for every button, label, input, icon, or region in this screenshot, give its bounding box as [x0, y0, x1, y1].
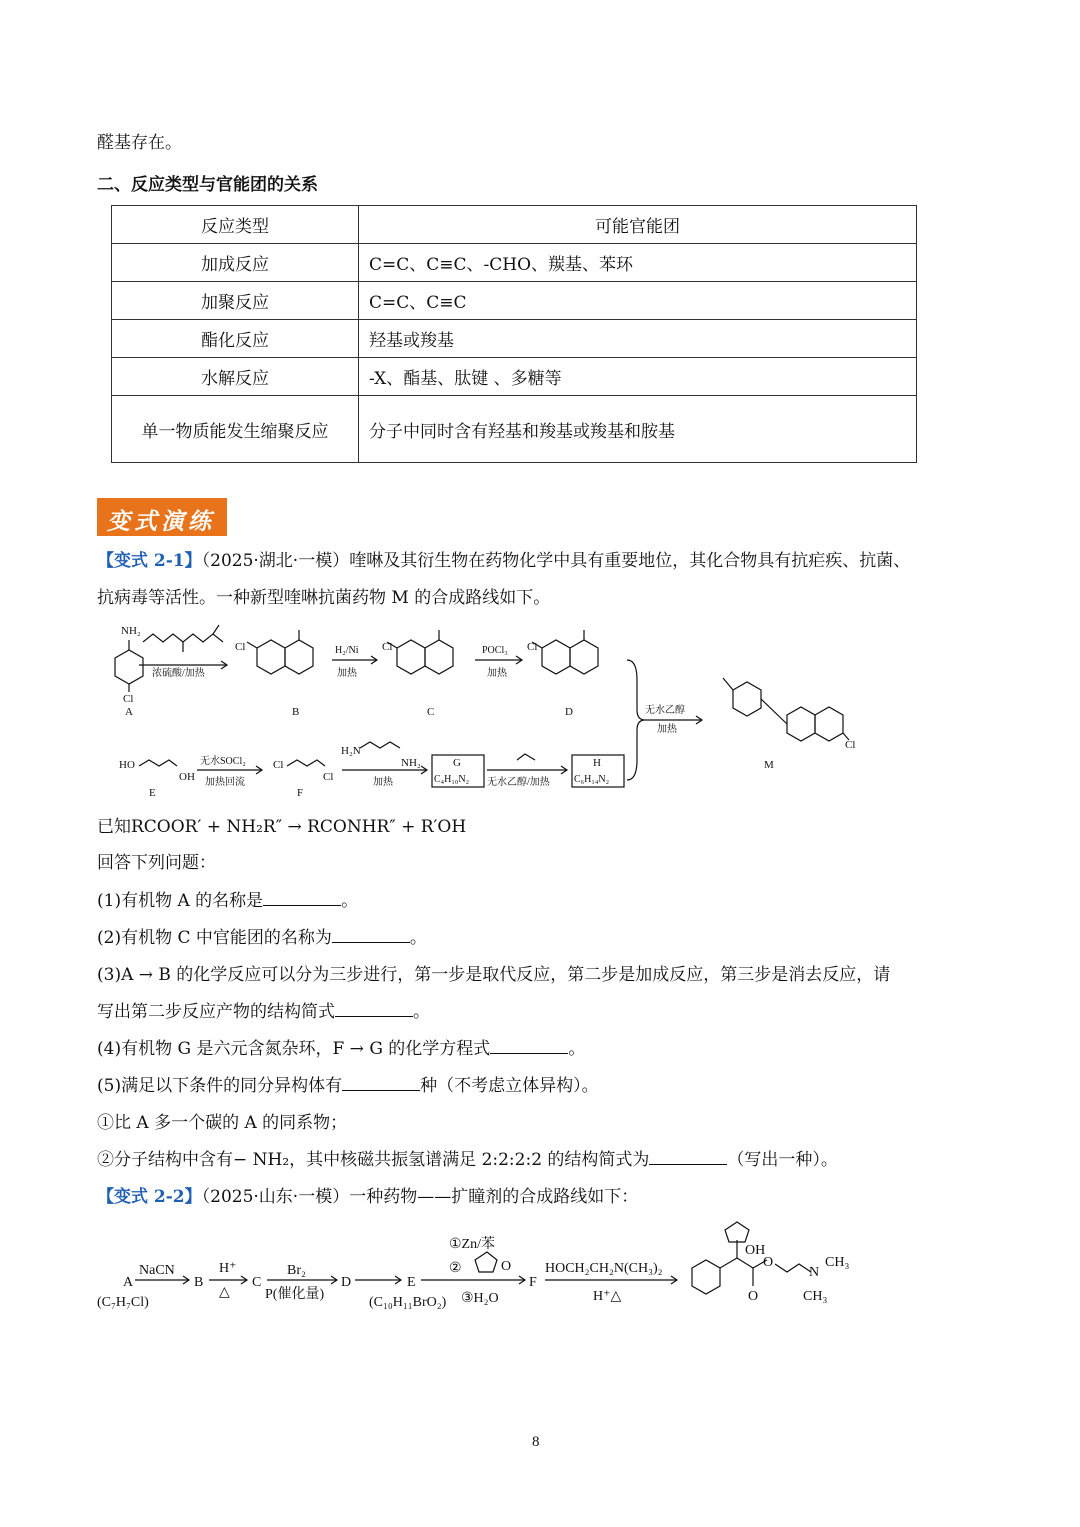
svg-text:O: O — [501, 1259, 512, 1274]
svg-text:加热: 加热 — [337, 668, 357, 679]
svg-text:HO: HO — [119, 759, 135, 771]
q2-intro-text: （2025·山东·一模）一种药物——扩瞳剂的合成路线如下： — [201, 1187, 639, 1207]
table-cell: 加聚反应 — [112, 282, 359, 320]
svg-text:Br₂: Br₂ — [287, 1263, 306, 1278]
svg-text:无水SOCl₂: 无水SOCl₂ — [200, 756, 246, 767]
svg-text:A: A — [123, 1275, 134, 1290]
svg-text:B: B — [194, 1275, 204, 1290]
question-part — [97, 928, 427, 948]
svg-text:P(催化量): P(催化量) — [265, 1287, 325, 1302]
question-part-text: (5)满足以下条件的同分异构体有 — [97, 1076, 343, 1096]
question-part-text: ②分子结构中含有− NH₂，其中核磁共振氢谱满足 2:2:2:2 的结构简式为 — [97, 1150, 650, 1170]
table-row — [112, 244, 917, 282]
table-header-row — [112, 206, 917, 244]
svg-text:G: G — [453, 757, 461, 769]
svg-text:CH₃: CH₃ — [825, 1255, 850, 1270]
intro-tail-text: 醛基存在。 — [97, 133, 182, 153]
answer-blank[interactable] — [342, 1076, 420, 1091]
answer-blank[interactable] — [490, 1039, 568, 1054]
svg-text:NH₂: NH₂ — [401, 757, 421, 769]
reaction-type-table — [111, 205, 917, 463]
svg-text:D: D — [565, 706, 573, 718]
practice-banner-label: 变式演练 — [107, 509, 215, 535]
answer-blank[interactable] — [649, 1150, 727, 1165]
page-number: 8 — [532, 1434, 540, 1450]
svg-text:N: N — [809, 1265, 820, 1280]
svg-text:(C₇H₇Cl): (C₇H₇Cl) — [97, 1295, 149, 1310]
answer-prompt: 回答下列问题： — [97, 853, 216, 873]
question-part-end: （写出一种）。 — [727, 1150, 838, 1170]
question-part-text: ①比 A 多一个碳的 A 的同系物； — [97, 1113, 348, 1133]
answer-blank[interactable] — [332, 928, 410, 943]
svg-text:H: H — [593, 757, 601, 769]
svg-text:NH₂: NH₂ — [121, 625, 141, 637]
table-header-cell: 反应类型 — [112, 206, 359, 244]
question-part-end: 。 — [341, 891, 359, 911]
table-cell: C=C、C≡C、-CHO、羰基、苯环 — [359, 244, 917, 282]
question-part-text: 写出第二步反应产物的结构简式 — [97, 1002, 335, 1022]
table-cell: 单一物质能发生缩聚反应 — [112, 396, 359, 463]
question-part — [97, 1076, 599, 1096]
question-part — [97, 891, 358, 911]
svg-text:OH: OH — [745, 1243, 766, 1258]
benzene-ring-a — [115, 650, 143, 684]
svg-text:加热: 加热 — [487, 668, 507, 679]
question-part — [97, 965, 890, 985]
svg-text:H₂/Ni: H₂/Ni — [335, 645, 359, 656]
svg-text:H⁺△: H⁺△ — [593, 1289, 622, 1304]
question-part-end: 。 — [409, 928, 427, 948]
table-row — [112, 320, 917, 358]
svg-text:C₆H₁₄N₂: C₆H₁₄N₂ — [574, 774, 610, 785]
svg-text:加热回流: 加热回流 — [205, 777, 245, 788]
svg-text:Cl: Cl — [323, 771, 334, 783]
q1-intro-text: （2025·湖北·一模）喹啉及其衍生物在药物化学中具有重要地位，其化合物具有抗疟疾、抗菌、 — [201, 551, 911, 571]
svg-text:③H₂O: ③H₂O — [461, 1291, 499, 1306]
table-cell: -X、酯基、肽键 、多糖等 — [359, 358, 917, 396]
svg-text:Cl: Cl — [273, 759, 284, 771]
question-part — [97, 1002, 430, 1022]
svg-text:C: C — [252, 1275, 262, 1290]
svg-text:②: ② — [449, 1261, 462, 1276]
svg-text:H⁺: H⁺ — [219, 1261, 237, 1276]
svg-text:Cl: Cl — [527, 641, 538, 653]
svg-text:Cl: Cl — [845, 739, 856, 751]
svg-text:无水乙醇: 无水乙醇 — [645, 705, 685, 716]
question-part-text: (2)有机物 C 中官能团的名称为 — [97, 928, 332, 948]
question-part-text: (1)有机物 A 的名称是 — [97, 891, 264, 911]
svg-text:加热: 加热 — [657, 724, 677, 735]
table-cell: 羟基或羧基 — [359, 320, 917, 358]
table-row — [112, 358, 917, 396]
q1-intro-line2: 抗病毒等活性。一种新型喹啉抗菌药物 M 的合成路线如下。 — [97, 588, 551, 608]
svg-text:无水乙醇/加热: 无水乙醇/加热 — [487, 777, 550, 788]
q1-synthesis-scheme — [97, 620, 867, 810]
q1-intro-line1 — [97, 551, 910, 571]
table-cell: 加成反应 — [112, 244, 359, 282]
svg-text:F: F — [529, 1275, 537, 1290]
svg-text:C₄H₁₀N₂: C₄H₁₀N₂ — [434, 774, 470, 785]
table-cell: 分子中同时含有羟基和羧基或羧基和胺基 — [359, 396, 917, 463]
svg-text:B: B — [292, 706, 300, 718]
svg-text:O: O — [763, 1255, 774, 1270]
svg-text:NaCN: NaCN — [139, 1263, 175, 1278]
svg-text:(C₁₀H₁₁BrO₂): (C₁₀H₁₁BrO₂) — [369, 1295, 447, 1310]
q2-intro — [97, 1187, 638, 1207]
table-cell: 水解反应 — [112, 358, 359, 396]
table-cell: 酯化反应 — [112, 320, 359, 358]
svg-text:M: M — [764, 759, 774, 771]
svg-text:CH₃: CH₃ — [803, 1289, 828, 1304]
table-row — [112, 396, 917, 463]
practice-banner — [97, 498, 227, 536]
question-part — [97, 1150, 838, 1170]
svg-text:D: D — [341, 1275, 352, 1290]
answer-blank[interactable] — [335, 1002, 413, 1017]
svg-text:浓硫酸/加热: 浓硫酸/加热 — [152, 668, 205, 679]
svg-text:O: O — [748, 1289, 759, 1304]
question-part-end: 种（不考虑立体异构）。 — [420, 1076, 599, 1096]
svg-text:A: A — [125, 706, 133, 718]
svg-text:E: E — [149, 787, 156, 799]
svg-text:加热: 加热 — [373, 777, 393, 788]
svg-text:H₂N: H₂N — [341, 745, 361, 757]
svg-text:Cl: Cl — [123, 693, 134, 705]
svg-text:F: F — [297, 787, 304, 799]
known-reaction: 已知RCOOR′ + NH₂R″ → RCONHR″ + R′OH — [97, 817, 467, 837]
svg-text:△: △ — [219, 1285, 230, 1300]
svg-text:HOCH₂CH₂N(CH₃)₂: HOCH₂CH₂N(CH₃)₂ — [545, 1261, 663, 1276]
svg-text:POCl₃: POCl₃ — [482, 645, 508, 656]
svg-text:①Zn/苯: ①Zn/苯 — [449, 1237, 495, 1252]
question-part-end: 。 — [568, 1039, 586, 1059]
answer-blank[interactable] — [263, 891, 341, 906]
question-part-text: (4)有机物 G 是六元含氮杂环，F → G 的化学方程式 — [97, 1039, 491, 1059]
svg-text:Cl: Cl — [235, 641, 246, 653]
question-part-text: (3)A → B 的化学反应可以分为三步进行，第一步是取代反应，第二步是加成反应，第三步是消去反应，请 — [97, 965, 891, 985]
q2-label: 【变式 2-2】 — [97, 1187, 202, 1207]
question-part-end: 。 — [413, 1002, 430, 1022]
q2-synthesis-scheme — [97, 1218, 867, 1328]
table-row — [112, 282, 917, 320]
svg-text:Cl: Cl — [382, 641, 393, 653]
question-part — [97, 1039, 585, 1059]
svg-text:E: E — [407, 1275, 416, 1290]
table-cell: C=C、C≡C — [359, 282, 917, 320]
question-part — [97, 1113, 347, 1133]
svg-text:OH: OH — [179, 771, 195, 783]
section-title: 二、反应类型与官能团的关系 — [97, 175, 318, 195]
svg-text:C: C — [427, 706, 435, 718]
table-header-cell: 可能官能团 — [359, 206, 917, 244]
q1-label: 【变式 2-1】 — [97, 551, 202, 571]
